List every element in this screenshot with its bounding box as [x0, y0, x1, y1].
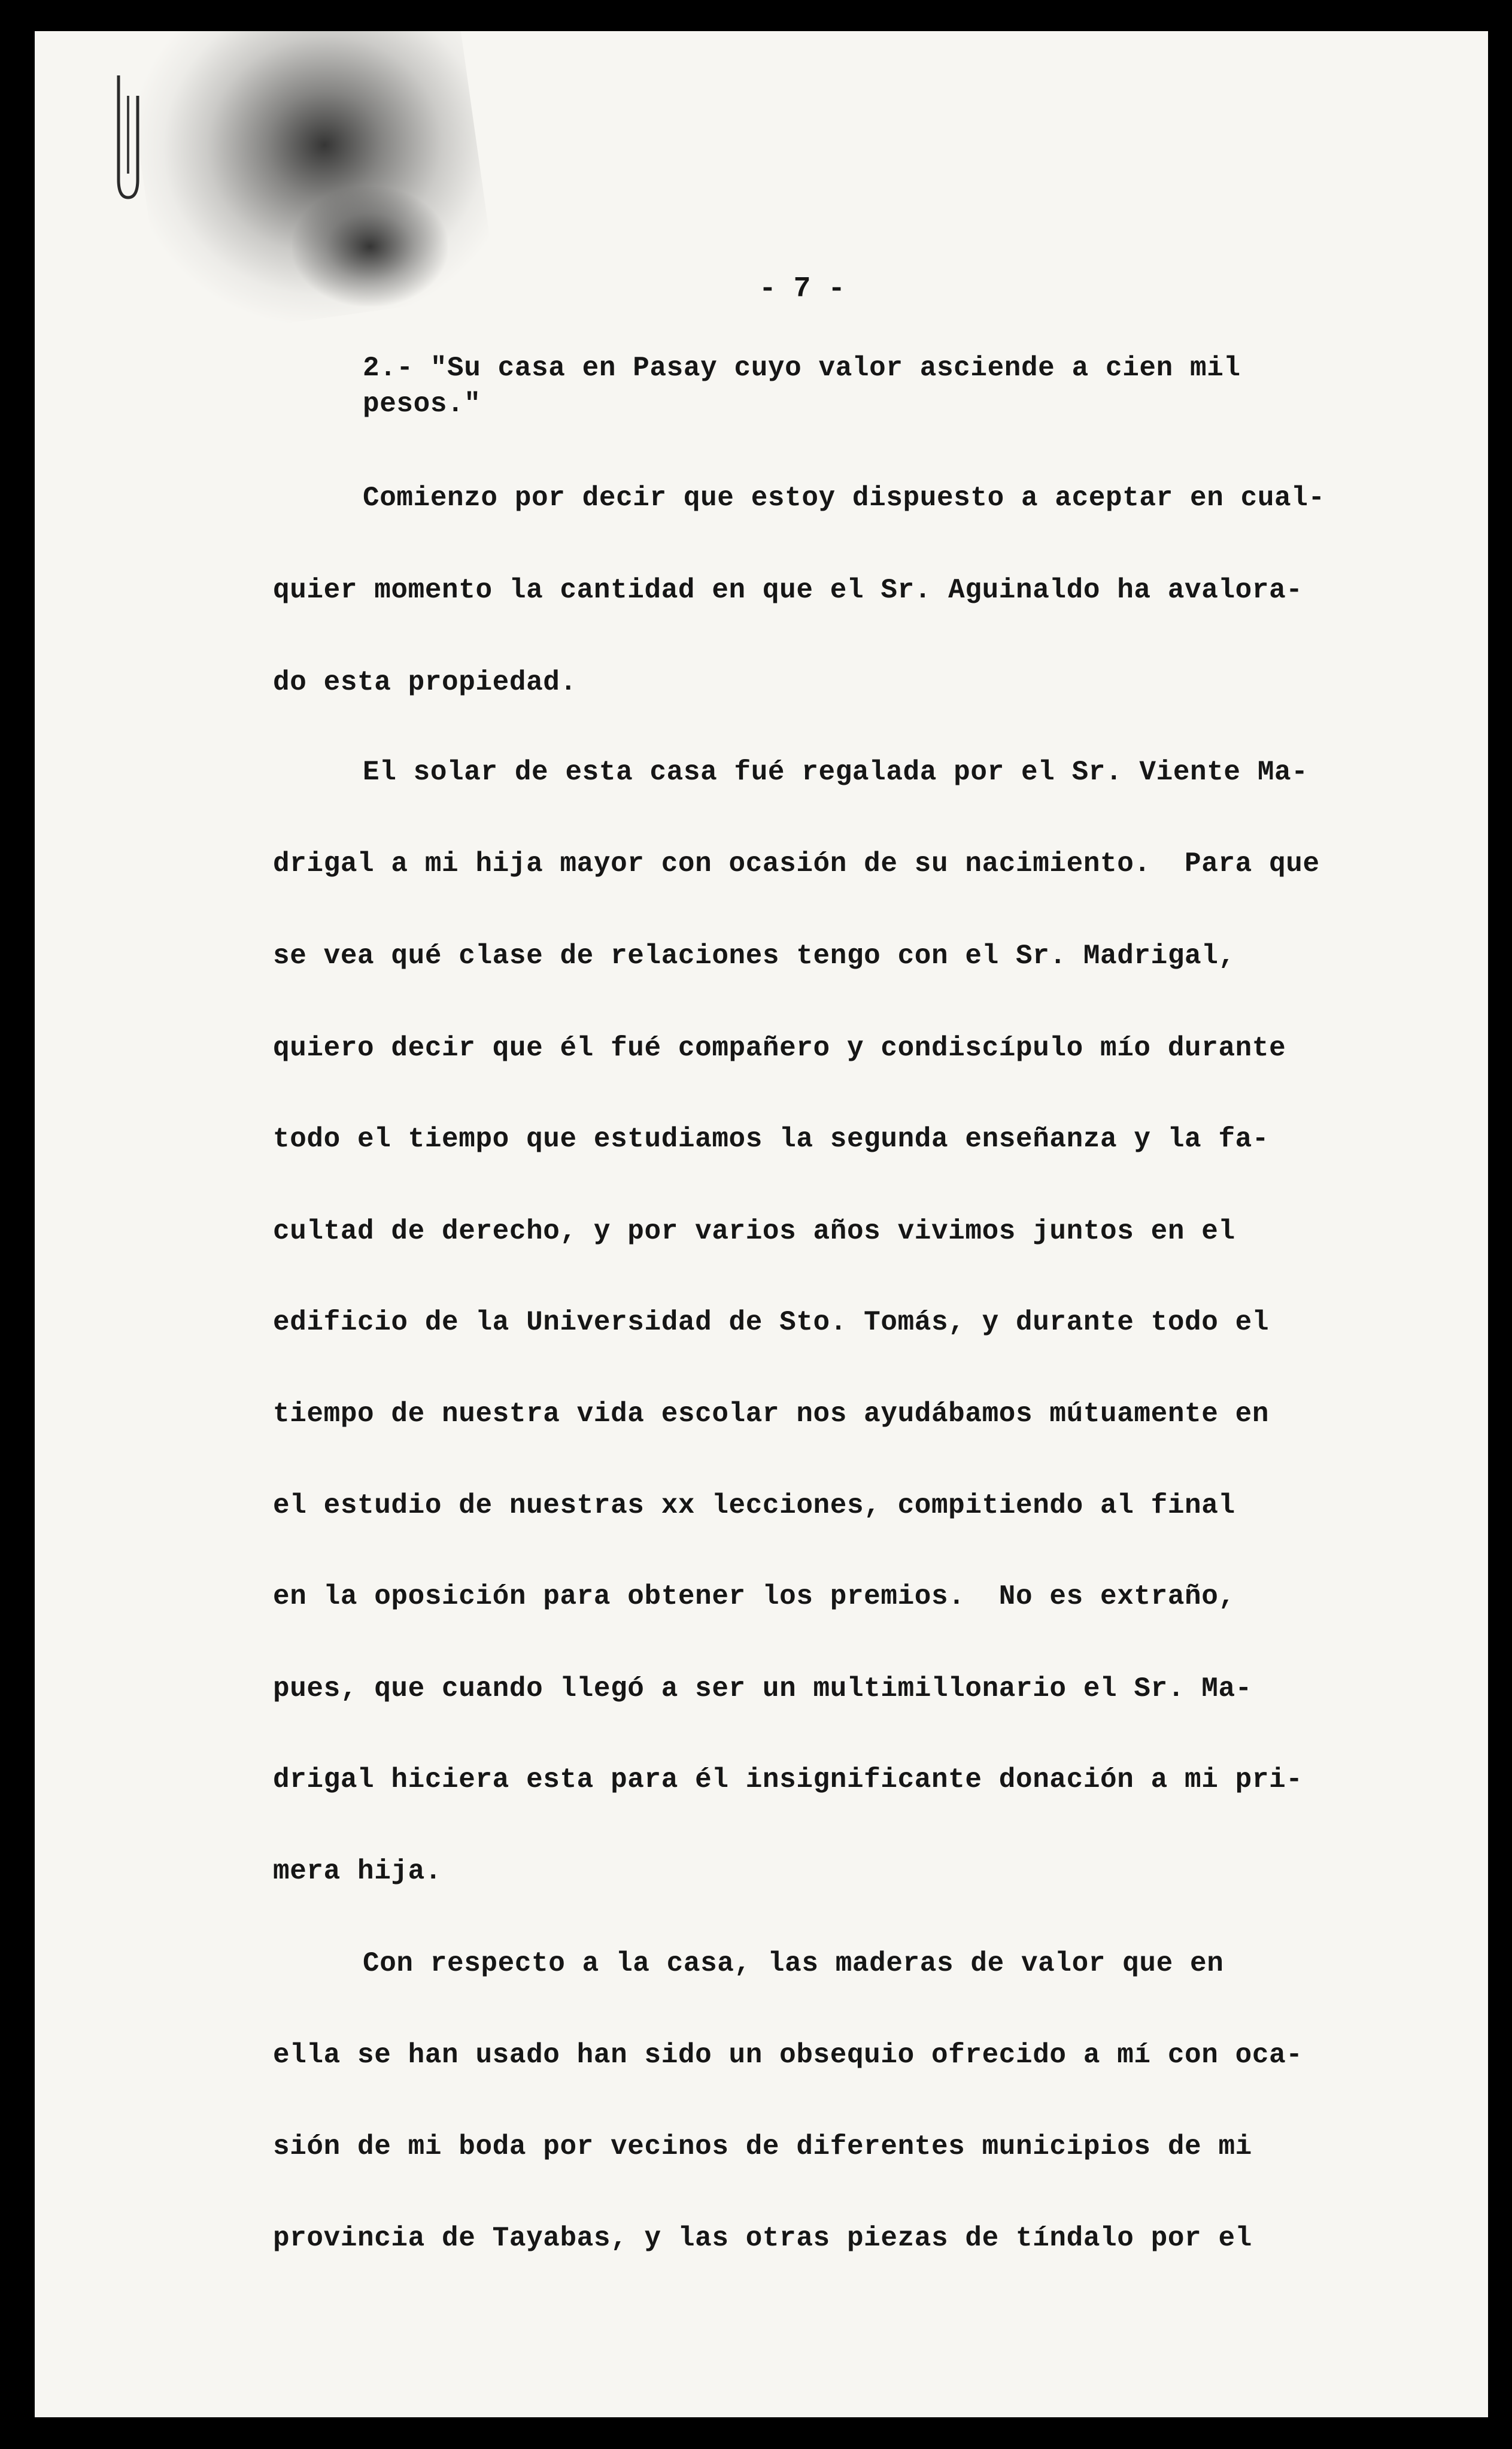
text-line: mera hija.	[273, 1856, 442, 1887]
text-line: pesos."	[363, 389, 481, 420]
text-line: drigal hiciera esta para él insignificante donación a mi pri-	[273, 1764, 1303, 1795]
text-line: edificio de la Universidad de Sto. Tomás, y durante todo el	[273, 1307, 1270, 1338]
text-line: drigal a mi hija mayor con ocasión de su nacimiento. Para que	[273, 848, 1320, 879]
text-line: el estudio de nuestras xx lecciones, compitiendo al final	[273, 1490, 1235, 1521]
text-line: quiero decir que él fué compañero y condiscípulo mío durante	[273, 1033, 1286, 1064]
text-line: Comienzo por decir que estoy dispuesto a aceptar en cual-	[363, 482, 1325, 514]
text-line: do esta propiedad.	[273, 667, 577, 698]
text-line: pues, que cuando llegó a ser un multimillonario el Sr. Ma-	[273, 1673, 1252, 1704]
ink-stain-dark	[292, 187, 448, 306]
paperclip-icon	[110, 72, 145, 204]
text-line: sión de mi boda por vecinos de diferentes municipios de mi	[273, 2131, 1252, 2162]
text-line: provincia de Tayabas, y las otras piezas de tíndalo por el	[273, 2223, 1252, 2254]
text-line: El solar de esta casa fué regalada por el Sr. Viente Ma-	[363, 757, 1308, 788]
text-line: ella se han usado han sido un obsequio ofrecido a mí con oca-	[273, 2040, 1303, 2071]
page-number: - 7 -	[759, 273, 846, 305]
text-line: cultad de derecho, y por varios años vivimos juntos en el	[273, 1216, 1235, 1247]
text-line: se vea qué clase de relaciones tengo con el Sr. Madrigal,	[273, 940, 1235, 972]
document-page	[35, 31, 1488, 2417]
text-line: en la oposición para obtener los premios. No es extraño,	[273, 1581, 1235, 1612]
text-line: tiempo de nuestra vida escolar nos ayudábamos mútuamente en	[273, 1398, 1270, 1430]
text-line: todo el tiempo que estudiamos la segunda enseñanza y la fa-	[273, 1124, 1270, 1155]
text-line: 2.- "Su casa en Pasay cuyo valor asciende a cien mil	[363, 353, 1241, 384]
text-line: Con respecto a la casa, las maderas de valor que en	[363, 1948, 1224, 1979]
text-line: quier momento la cantidad en que el Sr. Aguinaldo ha avalora-	[273, 575, 1303, 606]
